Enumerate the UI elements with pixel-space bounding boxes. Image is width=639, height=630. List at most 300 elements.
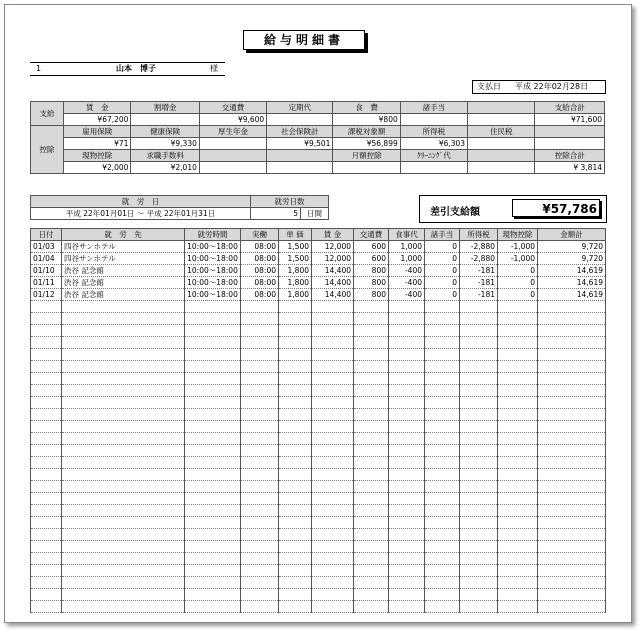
table-cell <box>185 577 241 589</box>
table-cell <box>498 457 538 469</box>
table-cell <box>31 517 62 529</box>
table-cell <box>389 517 425 529</box>
table-cell <box>425 529 460 541</box>
table-row <box>31 373 606 385</box>
deduction-header: 月額控除 <box>333 150 400 162</box>
table-cell <box>498 589 538 601</box>
detail-column-header: 就労時間 <box>185 229 241 241</box>
table-cell: 1,000 <box>389 253 425 265</box>
table-row <box>31 253 606 265</box>
table-cell <box>31 505 62 517</box>
table-cell <box>31 385 62 397</box>
table-cell: 10:00～18:00 <box>185 277 241 289</box>
table-cell <box>389 457 425 469</box>
pay-date-value: 平成 22年02月28日 <box>515 82 589 91</box>
table-cell <box>185 529 241 541</box>
table-cell <box>312 313 354 325</box>
table-cell <box>279 361 312 373</box>
table-cell <box>31 397 62 409</box>
table-cell <box>62 541 185 553</box>
table-cell <box>498 577 538 589</box>
table-cell <box>498 529 538 541</box>
table-cell <box>185 553 241 565</box>
table-cell <box>425 301 460 313</box>
table-cell <box>538 505 606 517</box>
table-row <box>31 469 606 481</box>
table-cell: 1,500 <box>279 241 312 253</box>
table-cell: 渋谷 記念館 <box>62 289 185 301</box>
table-cell <box>31 601 62 613</box>
table-cell <box>425 325 460 337</box>
table-cell <box>498 313 538 325</box>
table-cell <box>31 469 62 481</box>
table-cell: 08:00 <box>241 265 279 277</box>
table-cell <box>62 577 185 589</box>
table-cell <box>185 589 241 601</box>
table-cell: 800 <box>354 289 389 301</box>
table-cell <box>538 361 606 373</box>
table-cell <box>62 337 185 349</box>
table-cell <box>62 409 185 421</box>
table-cell <box>312 517 354 529</box>
table-cell <box>185 481 241 493</box>
table-cell <box>31 373 62 385</box>
table-cell <box>460 589 498 601</box>
table-cell <box>538 469 606 481</box>
table-cell <box>354 589 389 601</box>
table-cell <box>279 457 312 469</box>
table-cell <box>354 481 389 493</box>
detail-column-header: 就 労 先 <box>62 229 185 241</box>
table-cell: 01/12 <box>31 289 62 301</box>
table-row <box>31 421 606 433</box>
table-cell <box>62 313 185 325</box>
table-cell <box>389 601 425 613</box>
table-cell <box>425 493 460 505</box>
table-cell <box>312 529 354 541</box>
table-cell <box>538 373 606 385</box>
pay-date-box <box>472 80 606 94</box>
table-cell <box>241 373 279 385</box>
table-cell <box>185 397 241 409</box>
table-cell <box>185 325 241 337</box>
table-cell <box>498 397 538 409</box>
table-cell <box>185 505 241 517</box>
table-cell: 14,619 <box>538 277 606 289</box>
table-cell <box>185 517 241 529</box>
table-cell: -400 <box>389 289 425 301</box>
payment-value: ¥71,600 <box>535 114 605 126</box>
table-cell <box>460 313 498 325</box>
table-cell <box>241 325 279 337</box>
table-cell <box>241 397 279 409</box>
table-cell <box>354 541 389 553</box>
payment-section-label: 支給 <box>31 102 64 126</box>
table-cell <box>498 481 538 493</box>
table-cell <box>538 553 606 565</box>
table-cell: 1,800 <box>279 265 312 277</box>
table-cell <box>460 385 498 397</box>
table-cell <box>279 553 312 565</box>
table-cell: 14,400 <box>312 277 354 289</box>
table-cell <box>389 433 425 445</box>
table-cell <box>31 313 62 325</box>
table-cell <box>389 409 425 421</box>
table-row <box>31 265 606 277</box>
table-cell <box>31 421 62 433</box>
table-cell <box>241 469 279 481</box>
table-cell <box>62 481 185 493</box>
table-cell <box>312 337 354 349</box>
detail-column-header: 単 価 <box>279 229 312 241</box>
table-cell <box>460 541 498 553</box>
table-cell <box>354 313 389 325</box>
table-cell <box>62 565 185 577</box>
table-cell <box>241 529 279 541</box>
table-row <box>31 385 606 397</box>
table-cell: 800 <box>354 265 389 277</box>
table-cell <box>538 589 606 601</box>
table-cell <box>31 493 62 505</box>
table-cell <box>498 361 538 373</box>
payment-value <box>400 114 467 126</box>
table-cell <box>498 385 538 397</box>
table-cell: 1,800 <box>279 289 312 301</box>
table-cell <box>62 325 185 337</box>
table-cell <box>425 481 460 493</box>
deduction-header <box>267 150 333 162</box>
employee-honorific: 様 <box>210 64 218 73</box>
table-cell <box>185 541 241 553</box>
table-cell <box>279 541 312 553</box>
table-cell <box>425 361 460 373</box>
table-cell <box>185 313 241 325</box>
table-row <box>31 289 606 301</box>
table-cell <box>425 337 460 349</box>
deduction-value <box>267 162 333 174</box>
table-cell: 01/03 <box>31 241 62 253</box>
table-cell <box>425 601 460 613</box>
table-cell <box>460 529 498 541</box>
table-cell <box>498 337 538 349</box>
table-cell <box>312 445 354 457</box>
table-row <box>31 457 606 469</box>
table-cell <box>241 541 279 553</box>
table-cell <box>354 553 389 565</box>
payment-header: 食 費 <box>333 102 400 114</box>
table-cell <box>354 385 389 397</box>
table-cell <box>354 565 389 577</box>
table-cell <box>389 529 425 541</box>
table-cell <box>241 601 279 613</box>
table-cell <box>538 409 606 421</box>
table-cell <box>312 505 354 517</box>
table-row <box>31 301 606 313</box>
table-cell <box>460 373 498 385</box>
table-cell <box>312 565 354 577</box>
payment-header: 賃 金 <box>64 102 131 114</box>
table-cell <box>185 409 241 421</box>
table-cell <box>31 361 62 373</box>
table-cell <box>425 385 460 397</box>
table-cell <box>498 325 538 337</box>
deduction-value: ¥56,899 <box>333 138 400 150</box>
table-cell <box>279 337 312 349</box>
table-cell: 600 <box>354 253 389 265</box>
table-cell <box>241 421 279 433</box>
table-cell: 14,400 <box>312 265 354 277</box>
table-cell <box>312 589 354 601</box>
work-days-value: 5 <box>251 208 301 220</box>
table-cell <box>185 385 241 397</box>
table-cell <box>425 397 460 409</box>
deduction-value: ¥9,501 <box>267 138 333 150</box>
deduction-header: 求職手数料 <box>131 150 199 162</box>
table-cell <box>279 301 312 313</box>
table-cell: 1,500 <box>279 253 312 265</box>
table-cell <box>425 421 460 433</box>
table-cell: 01/04 <box>31 253 62 265</box>
table-cell <box>460 493 498 505</box>
table-row <box>31 361 606 373</box>
table-cell: 9,720 <box>538 253 606 265</box>
table-cell <box>460 337 498 349</box>
table-row <box>31 433 606 445</box>
table-cell <box>425 505 460 517</box>
detail-column-header: 諸手当 <box>425 229 460 241</box>
table-cell <box>312 601 354 613</box>
deduction-value: ¥2,010 <box>131 162 199 174</box>
table-cell <box>538 565 606 577</box>
table-cell <box>62 385 185 397</box>
deduction-value <box>400 162 467 174</box>
table-cell <box>389 349 425 361</box>
deduction-value <box>535 138 605 150</box>
table-row <box>31 349 606 361</box>
table-row <box>31 577 606 589</box>
table-cell: 800 <box>354 277 389 289</box>
table-cell <box>185 361 241 373</box>
table-cell <box>312 409 354 421</box>
table-cell <box>31 445 62 457</box>
table-cell <box>354 421 389 433</box>
deduction-value <box>468 138 535 150</box>
table-cell <box>354 433 389 445</box>
table-cell: 0 <box>498 277 538 289</box>
table-cell <box>62 493 185 505</box>
deduction-value: ¥ 3,814 <box>535 162 605 174</box>
table-cell <box>538 481 606 493</box>
table-cell <box>498 409 538 421</box>
table-cell <box>185 337 241 349</box>
table-cell <box>185 493 241 505</box>
table-cell <box>389 565 425 577</box>
table-cell <box>498 469 538 481</box>
table-cell <box>425 373 460 385</box>
table-cell <box>31 577 62 589</box>
table-cell <box>389 421 425 433</box>
table-row <box>31 481 606 493</box>
table-cell <box>31 481 62 493</box>
table-cell <box>31 349 62 361</box>
table-cell <box>460 445 498 457</box>
table-cell <box>31 301 62 313</box>
table-cell: 10:00～18:00 <box>185 241 241 253</box>
table-cell <box>425 541 460 553</box>
table-cell <box>31 565 62 577</box>
table-cell <box>498 433 538 445</box>
table-cell <box>279 325 312 337</box>
table-cell <box>62 553 185 565</box>
table-cell <box>241 301 279 313</box>
table-cell: -2,880 <box>460 241 498 253</box>
table-cell <box>312 301 354 313</box>
deduction-header: 課税対象額 <box>333 126 400 138</box>
table-cell <box>354 505 389 517</box>
table-cell <box>389 589 425 601</box>
net-pay-box <box>419 195 607 223</box>
table-cell <box>312 541 354 553</box>
table-cell: 0 <box>425 253 460 265</box>
table-cell <box>241 361 279 373</box>
table-cell <box>185 373 241 385</box>
table-cell <box>279 601 312 613</box>
pay-date-label: 支払日 <box>477 82 501 91</box>
detail-column-header: 交通費 <box>354 229 389 241</box>
table-cell <box>279 565 312 577</box>
table-cell: 01/10 <box>31 265 62 277</box>
table-cell: 0 <box>425 241 460 253</box>
table-cell: -400 <box>389 277 425 289</box>
payment-value <box>267 114 333 126</box>
table-cell <box>312 577 354 589</box>
table-cell <box>460 565 498 577</box>
table-cell <box>498 445 538 457</box>
deduction-value <box>199 138 266 150</box>
employee-name-box <box>30 62 225 76</box>
table-cell <box>31 529 62 541</box>
table-cell <box>62 517 185 529</box>
table-cell <box>312 469 354 481</box>
table-cell: 0 <box>425 277 460 289</box>
table-cell <box>31 337 62 349</box>
table-cell <box>62 469 185 481</box>
table-row <box>31 397 606 409</box>
table-cell <box>312 385 354 397</box>
table-cell <box>538 529 606 541</box>
table-cell <box>62 301 185 313</box>
table-cell <box>425 313 460 325</box>
table-cell <box>389 397 425 409</box>
table-cell <box>241 313 279 325</box>
table-cell <box>279 397 312 409</box>
table-cell: -2,880 <box>460 253 498 265</box>
detail-column-header: 現物控除 <box>498 229 538 241</box>
table-row <box>31 565 606 577</box>
table-cell <box>425 517 460 529</box>
table-cell <box>62 445 185 457</box>
table-cell <box>538 517 606 529</box>
table-cell <box>498 517 538 529</box>
table-cell <box>460 577 498 589</box>
table-cell <box>498 301 538 313</box>
table-cell <box>241 457 279 469</box>
table-cell <box>31 433 62 445</box>
deduction-header <box>468 150 535 162</box>
deduction-section-label: 控除 <box>31 126 64 174</box>
table-cell <box>425 565 460 577</box>
table-cell <box>312 457 354 469</box>
work-days-label: 就労日数 <box>251 196 329 208</box>
detail-column-header: 実働 <box>241 229 279 241</box>
work-days-unit: 日間 <box>301 208 329 220</box>
table-cell: -1,000 <box>498 241 538 253</box>
table-row <box>31 529 606 541</box>
table-cell <box>62 457 185 469</box>
payment-value <box>468 114 535 126</box>
deduction-header: ｸﾘｰﾆﾝｸﾞ代 <box>400 150 467 162</box>
table-cell <box>389 445 425 457</box>
employee-number: 1 <box>36 64 42 73</box>
table-cell <box>185 469 241 481</box>
table-cell <box>538 313 606 325</box>
table-cell: 0 <box>425 265 460 277</box>
table-cell <box>241 409 279 421</box>
table-cell <box>185 301 241 313</box>
table-cell: 1,800 <box>279 277 312 289</box>
table-cell <box>389 337 425 349</box>
table-cell <box>279 577 312 589</box>
table-cell <box>62 505 185 517</box>
table-cell <box>354 409 389 421</box>
table-cell <box>538 385 606 397</box>
table-cell <box>279 481 312 493</box>
deduction-value: ¥2,000 <box>64 162 131 174</box>
table-cell <box>498 493 538 505</box>
table-cell <box>279 505 312 517</box>
table-cell <box>279 469 312 481</box>
table-cell: 08:00 <box>241 253 279 265</box>
deduction-value: ¥71 <box>64 138 131 150</box>
table-cell: -181 <box>460 277 498 289</box>
work-period-table <box>30 195 329 220</box>
deduction-value <box>468 162 535 174</box>
table-cell <box>185 445 241 457</box>
table-cell <box>312 481 354 493</box>
deduction-header: 雇用保険 <box>64 126 131 138</box>
table-cell <box>312 397 354 409</box>
table-cell <box>460 433 498 445</box>
table-cell: 10:00～18:00 <box>185 265 241 277</box>
table-cell <box>425 445 460 457</box>
table-cell: 600 <box>354 241 389 253</box>
table-cell <box>389 301 425 313</box>
table-cell <box>62 361 185 373</box>
payment-header: 支給合計 <box>535 102 605 114</box>
table-cell: 四谷サンホテル <box>62 241 185 253</box>
table-cell <box>31 325 62 337</box>
table-cell <box>312 421 354 433</box>
table-row <box>31 313 606 325</box>
deduction-value: ¥6,303 <box>400 138 467 150</box>
table-cell <box>538 493 606 505</box>
table-cell <box>312 493 354 505</box>
deduction-header: 現物控除 <box>64 150 131 162</box>
net-pay-amount: ¥57,786 <box>512 199 600 217</box>
table-row <box>31 337 606 349</box>
table-cell <box>241 433 279 445</box>
table-cell <box>241 493 279 505</box>
